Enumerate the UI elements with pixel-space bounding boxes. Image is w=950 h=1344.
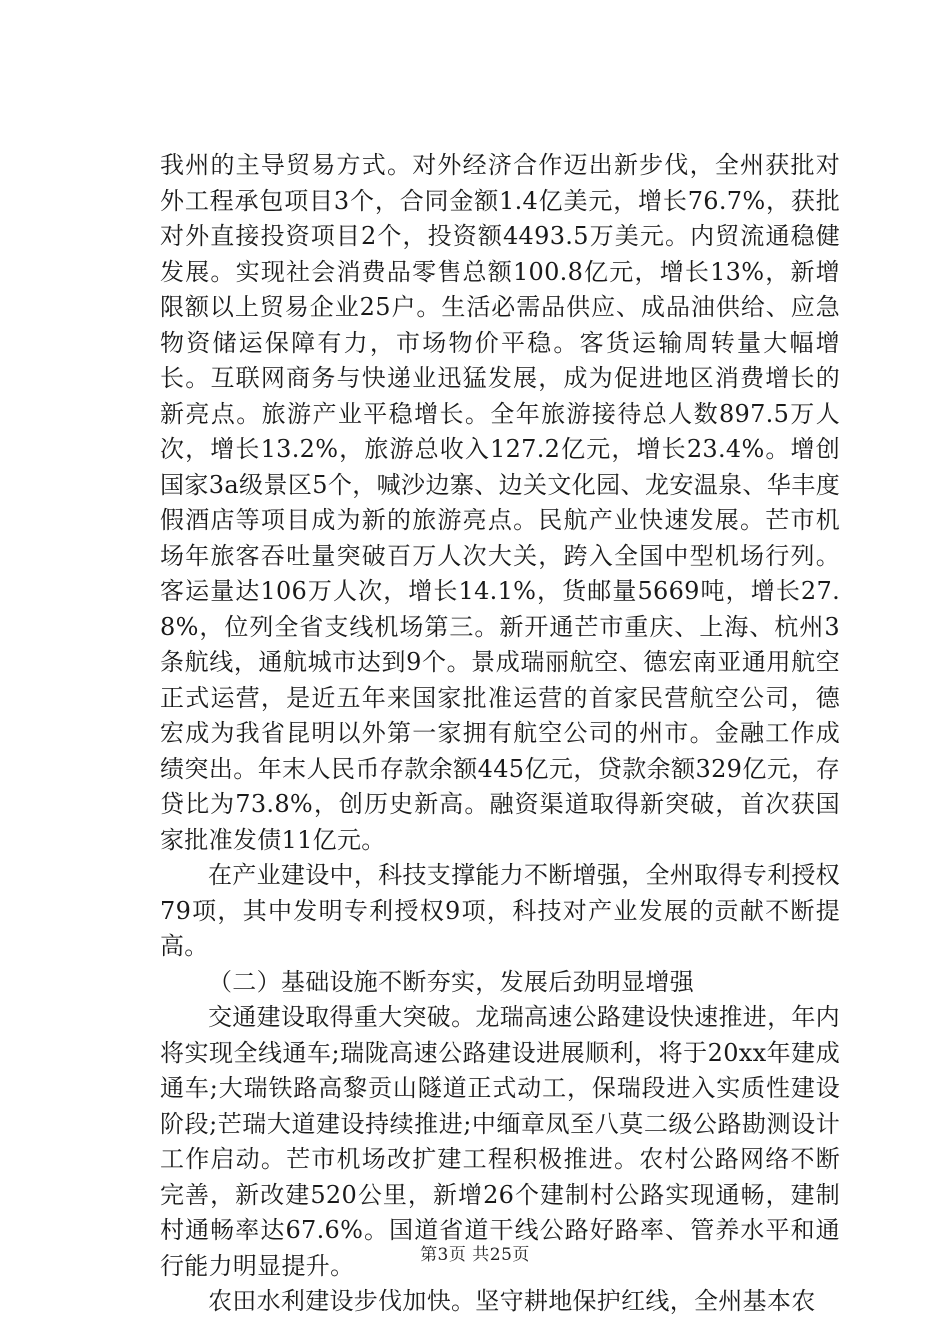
paragraph-transport: 交通建设取得重大突破。龙瑞高速公路建设快速推进，年内将实现全线通车;瑞陇高速公路建设进展顺利，将于20xx年建成通车;大瑞铁路高黎贡山隧道正式动工，保瑞段进入实质性建设阶段;芒瑞大道建设持续推进;中缅章凤至八莫二级公路勘测设计工作启动。芒市机场改扩建工程积极推进。农村公路网络不断完善，新改建520公里，新增26个建制村公路实现通畅，建制村通畅率达67.6%。国道省道干线公路好路率、管养水平和通行能力明显提升。	[160, 1003, 840, 1280]
paragraph-irrigation: 农田水利建设步伐加快。坚守耕地保护红线，全州基本农	[208, 1287, 816, 1315]
document-body	[160, 148, 840, 1320]
section-heading-infrastructure: （二）基础设施不断夯实，发展后劲明显增强	[208, 967, 694, 996]
paragraph-trade-finance: 我州的主导贸易方式。对外经济合作迈出新步伐，全州获批对外工程承包项目3个，合同金额1.4亿美元，增长76.7%，获批对外直接投资项目2个，投资额4493.5万美元。内贸流通稳健发展。实现社会消费品零售总额100.8亿元，增长13%，新增限额以上贸易企业25户。生活必需品供应、成品油供给、应急物资储运保障有力，市场物价平稳。客货运输周转量大幅增长。互联网商务与快递业迅猛发展，成为促进地区消费增长的新亮点。旅游产业平稳增长。全年旅游接待总人数897.5万人次，增长13.2%，旅游总收入127.2亿元，增长23.4%。增创国家3a级景区5个，喊沙边寨、边关文化园、龙安温泉、华丰度假酒店等项目成为新的旅游亮点。民航产业快速发展。芒市机场年旅客吞吐量突破百万人次大关，跨入全国中型机场行列。客运量达106万人次，增长14.1%，货邮量5669吨，增长27.8%，位列全省支线机场第三。新开通芒市重庆、上海、杭州3条航线，通航城市达到9个。景成瑞丽航空、德宏南亚通用航空正式运营，是近五年来国家批准运营的首家民营航空公司，德宏成为我省昆明以外第一家拥有航空公司的州市。金融工作成绩突出。年末人民币存款余额445亿元，贷款余额329亿元，存贷比为73.8%，创历史新高。融资渠道取得新突破，首次获国家批准发债11亿元。	[160, 151, 840, 854]
paragraph-technology: 在产业建设中，科技支撑能力不断增强，全州取得专利授权79项，其中发明专利授权9项，科技对产业发展的贡献不断提高。	[160, 861, 840, 960]
page-footer: 第3页 共25页	[420, 1245, 530, 1265]
